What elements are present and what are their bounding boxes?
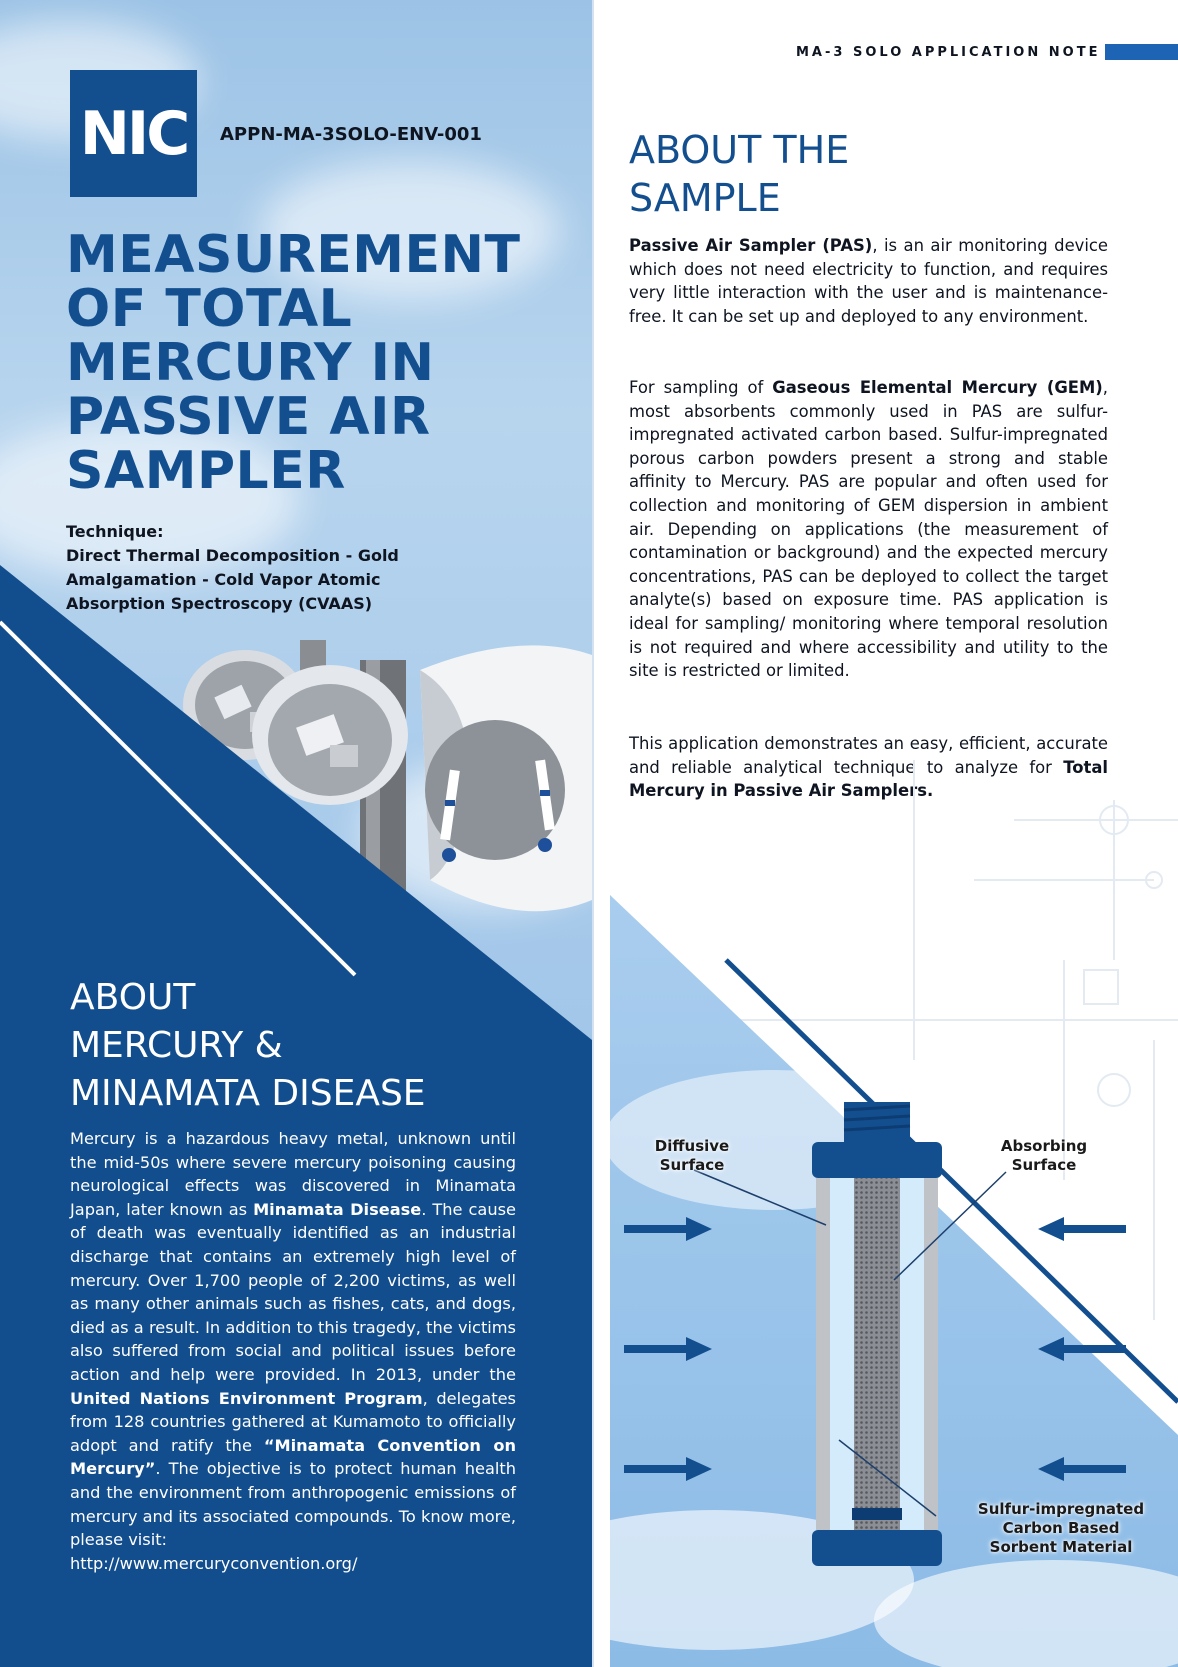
paragraph-bold: Minamata Disease xyxy=(253,1199,422,1219)
label-line: Sulfur-impregnated xyxy=(977,1500,1145,1518)
label-line: Carbon Based xyxy=(1002,1519,1120,1537)
title-line: MERCURY IN xyxy=(66,333,435,393)
paragraph-text: , most absorbents commonly used in PAS are sulfur-impregnated activated carbon based. Sulfur-impregnated porous carbon powders present a strong and stable affinity to Mercury. PAS are popular and often used for collection and monitoring of GEM dispersion in ambient air. Depending on applications (the measurement of contamination or background) and the expected mercury concentrations, PAS can be deployed to collect the target analyte(s) based on exposure time. PAS application is ideal for sampling/ monitoring where temporal resolution is not required and where accessibility and utility to the site is restricted or limited. xyxy=(629,378,1108,681)
mercury-convention-link[interactable]: http://www.mercuryconvention.org/ xyxy=(70,1553,358,1573)
diffusive-surface-label xyxy=(636,1137,748,1175)
section-title-line: MINAMATA DISEASE xyxy=(70,1073,426,1114)
label-line: Surface xyxy=(659,1156,725,1174)
technique-line: Direct Thermal Decomposition - Gold xyxy=(66,546,399,565)
technique-block xyxy=(66,520,466,616)
technique-label: Technique: xyxy=(66,522,164,541)
absorbing-surface-label xyxy=(988,1137,1100,1175)
paragraph-text: , is an air monitoring device which does not need electricity to function, and requires very little interaction with the user and is maintenance-free. It can be set up and deployed to any environment. xyxy=(629,236,1109,326)
header-accent-bar xyxy=(1105,44,1178,60)
technique-line: Amalgamation - Cold Vapor Atomic xyxy=(66,570,381,589)
sample-paragraph-1 xyxy=(629,234,1108,328)
paragraph-text: , delegates from 128 countries gathered at Kumamoto to officially adopt and ratify the xyxy=(70,1388,516,1455)
paragraph-bold: Passive Air Sampler (PAS) xyxy=(629,236,873,255)
nic-logo xyxy=(70,70,197,197)
section-title-line: ABOUT THE xyxy=(629,128,850,172)
title-line: PASSIVE AIR xyxy=(66,387,431,447)
paragraph-text: This application demonstrates an easy, efficient, accurate and reliable analytical technique to analyze for xyxy=(629,734,1108,777)
section-title-line: MERCURY & xyxy=(70,1025,283,1066)
section-title-line: ABOUT xyxy=(70,977,196,1018)
paragraph-bold: United Nations Environment Program xyxy=(70,1388,423,1408)
paragraph-text: Mercury is a hazardous heavy metal, unknown until the mid-50s where severe mercury poisoning causing neurological effects was discovered in Minamata Japan, later known as xyxy=(70,1129,516,1219)
paragraph-bold: Gaseous Elemental Mercury (GEM) xyxy=(772,378,1103,397)
mercury-paragraph xyxy=(70,1127,516,1575)
section-title-line: SAMPLE xyxy=(629,176,781,220)
paragraph-text: . The objective is to protect human health and the environment from anthropogenic emissions of mercury and its associated compounds. To know more, please visit: xyxy=(70,1459,516,1550)
sorbent-material-label xyxy=(956,1500,1166,1557)
paragraph-bold: “Minamata Convention on Mercury” xyxy=(70,1435,516,1479)
label-line: Surface xyxy=(1011,1156,1077,1174)
title-line: SAMPLER xyxy=(66,441,346,501)
sample-paragraph-2 xyxy=(629,376,1108,683)
paragraph-bold: Total Mercury in Passive Air Samplers. xyxy=(629,757,1108,801)
title-line: OF TOTAL xyxy=(66,279,353,339)
application-note-header: MA-3 SOLO APPLICATION NOTE xyxy=(796,45,1101,60)
sample-section-title xyxy=(629,126,849,222)
logo-text: NIC xyxy=(79,98,188,169)
document-code: APPN-MA-3SOLO-ENV-001 xyxy=(220,124,482,145)
label-line: Absorbing xyxy=(1000,1137,1088,1155)
label-line: Sorbent Material xyxy=(989,1538,1133,1556)
paragraph-text: For sampling of xyxy=(629,378,773,397)
title-line: MEASUREMENT xyxy=(66,225,521,285)
paragraph-text: . The cause of death was eventually identified as an industrial discharge that contains an extremely high level of mercury. Over 1,700 people of 2,200 victims, as well as many other animals such as fishes, cats, and dogs, died as a result. In addition to this tragedy, the victims also suffered from social and political issues before action and help were provided. In 2013, under the xyxy=(70,1199,516,1384)
mercury-section-title xyxy=(70,974,426,1118)
page-title xyxy=(66,225,586,501)
label-line: Diffusive xyxy=(654,1137,730,1155)
technique-line: Absorption Spectroscopy (CVAAS) xyxy=(66,594,373,613)
